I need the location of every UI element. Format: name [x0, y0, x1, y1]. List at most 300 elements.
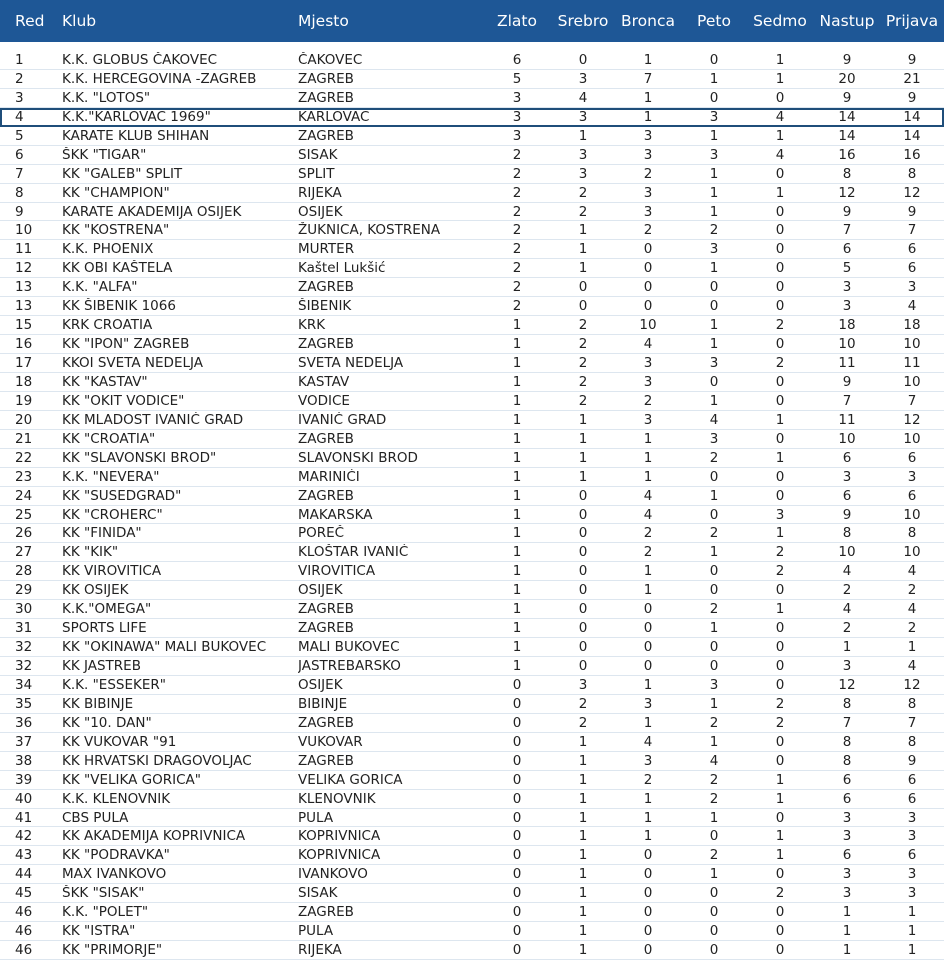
cell-mjesto: MARINIĆI [298, 468, 360, 485]
cell-srebro: 2 [578, 203, 588, 220]
results-table-body [0, 51, 944, 960]
cell-mjesto: ZAGREB [298, 752, 354, 769]
cell-sedmo: 1 [775, 52, 785, 68]
cell-bronca: 1 [643, 676, 653, 693]
table-row[interactable] [0, 562, 944, 581]
table-row[interactable] [0, 922, 944, 941]
cell-srebro: 1 [578, 771, 588, 788]
cell-peto: 3 [709, 108, 719, 125]
table-row[interactable] [0, 184, 944, 203]
cell-bronca: 0 [643, 241, 653, 258]
cell-mjesto: KLENOVNIK [298, 790, 376, 807]
cell-bronca: 2 [643, 525, 653, 542]
table-row-highlighted[interactable] [0, 108, 944, 127]
cell-zlato: 1 [512, 601, 522, 618]
cell-sedmo: 1 [775, 847, 785, 864]
table-row[interactable] [0, 600, 944, 619]
table-row[interactable] [0, 524, 944, 543]
table-row[interactable] [0, 884, 944, 903]
table-row[interactable] [0, 581, 944, 600]
cell-prijava: 1 [907, 942, 917, 959]
cell-zlato: 3 [512, 89, 522, 106]
table-row[interactable] [0, 543, 944, 562]
cell-peto: 1 [709, 695, 719, 712]
cell-srebro: 1 [578, 885, 588, 902]
table-row[interactable] [0, 392, 944, 411]
cell-srebro: 1 [578, 449, 588, 466]
cell-klub: KK "SLAVONSKI BROD" [62, 449, 217, 466]
cell-peto: 0 [709, 89, 719, 106]
cell-peto: 3 [709, 146, 719, 163]
cell-red: 20 [15, 411, 33, 428]
cell-prijava: 7 [907, 714, 917, 731]
cell-red: 39 [15, 771, 33, 788]
cell-mjesto: KOPRIVNICA [298, 828, 381, 845]
cell-klub: KARATE AKADEMIJA OSIJEK [62, 203, 242, 220]
cell-srebro: 3 [578, 146, 588, 163]
cell-peto: 0 [709, 828, 719, 845]
table-row[interactable] [0, 468, 944, 487]
cell-bronca: 0 [643, 279, 653, 296]
cell-peto: 1 [709, 336, 719, 353]
table-row[interactable] [0, 695, 944, 714]
cell-zlato: 2 [512, 241, 522, 258]
cell-mjesto: ZAGREB [298, 487, 354, 504]
cell-sedmo: 2 [775, 355, 785, 371]
cell-srebro: 3 [578, 165, 588, 182]
cell-zlato: 0 [512, 885, 522, 902]
table-row[interactable] [0, 506, 944, 525]
cell-prijava: 10 [903, 506, 921, 523]
cell-bronca: 2 [643, 222, 653, 239]
table-row[interactable] [0, 714, 944, 733]
cell-mjesto: ZAGREB [298, 336, 354, 353]
cell-mjesto: ZAGREB [298, 279, 354, 296]
cell-prijava: 6 [907, 487, 917, 504]
cell-mjesto: SVETA NEDELJA [298, 355, 404, 371]
table-row[interactable] [0, 297, 944, 316]
cell-red: 7 [15, 165, 24, 182]
cell-red: 9 [15, 203, 24, 220]
cell-prijava: 6 [907, 790, 917, 807]
cell-peto: 2 [709, 222, 719, 239]
cell-prijava: 14 [903, 127, 921, 144]
cell-nastup: 11 [838, 355, 856, 371]
cell-nastup: 3 [842, 828, 852, 845]
cell-zlato: 1 [512, 658, 522, 674]
table-row[interactable] [0, 903, 944, 922]
cell-nastup: 9 [842, 203, 852, 220]
cell-klub: ŠKK "TIGAR" [62, 146, 147, 163]
cell-srebro: 0 [578, 601, 588, 618]
cell-bronca: 0 [643, 298, 653, 315]
cell-srebro: 0 [578, 525, 588, 542]
cell-sedmo: 1 [775, 771, 785, 788]
table-row[interactable] [0, 790, 944, 809]
cell-nastup: 3 [842, 866, 852, 883]
cell-srebro: 1 [578, 847, 588, 864]
cell-zlato: 1 [512, 620, 522, 637]
cell-peto: 2 [709, 601, 719, 618]
cell-zlato: 1 [512, 525, 522, 542]
table-row[interactable] [0, 809, 944, 828]
cell-zlato: 0 [512, 733, 522, 750]
cell-klub: KK OSIJEK [62, 582, 129, 599]
cell-klub: CBS PULA [62, 809, 129, 826]
table-row[interactable] [0, 676, 944, 695]
cell-mjesto: MURTER [298, 241, 355, 258]
cell-mjesto: ZAGREB [298, 127, 354, 144]
cell-prijava: 6 [907, 771, 917, 788]
cell-zlato: 2 [512, 146, 522, 163]
cell-peto: 2 [709, 714, 719, 731]
cell-klub: KK "KOSTRENA" [62, 222, 170, 239]
header-red[interactable]: Red [15, 12, 45, 30]
cell-bronca: 0 [643, 866, 653, 883]
cell-srebro: 0 [578, 563, 588, 580]
table-row[interactable] [0, 619, 944, 638]
cell-red: 35 [15, 695, 33, 712]
cell-peto: 1 [709, 733, 719, 750]
cell-peto: 0 [709, 582, 719, 599]
cell-srebro: 0 [578, 620, 588, 637]
cell-zlato: 1 [512, 411, 522, 428]
cell-srebro: 1 [578, 790, 588, 807]
table-row[interactable] [0, 411, 944, 430]
cell-klub: K.K. GLOBUS ČAKOVEC [62, 52, 218, 68]
cell-klub: KK VIROVITICA [62, 563, 162, 580]
cell-zlato: 1 [512, 544, 522, 561]
table-row[interactable] [0, 335, 944, 354]
cell-red: 8 [15, 184, 24, 201]
cell-peto: 0 [709, 52, 719, 68]
cell-nastup: 4 [842, 601, 852, 618]
cell-nastup: 14 [838, 108, 856, 125]
cell-mjesto: PULA [298, 923, 334, 940]
table-row[interactable] [0, 354, 944, 373]
cell-peto: 1 [709, 392, 719, 409]
cell-red: 24 [15, 487, 33, 504]
cell-nastup: 3 [842, 279, 852, 296]
cell-zlato: 2 [512, 222, 522, 239]
cell-nastup: 7 [842, 714, 852, 731]
table-row[interactable] [0, 316, 944, 335]
cell-zlato: 1 [512, 355, 522, 371]
cell-nastup: 14 [838, 127, 856, 144]
cell-bronca: 1 [643, 449, 653, 466]
cell-klub: KK "PRIMORJE" [62, 942, 163, 959]
cell-srebro: 0 [578, 582, 588, 599]
cell-prijava: 8 [907, 165, 917, 182]
cell-nastup: 3 [842, 468, 852, 485]
cell-srebro: 2 [578, 373, 588, 390]
cell-peto: 2 [709, 790, 719, 807]
cell-mjesto: BIBINJE [298, 695, 348, 712]
cell-srebro: 2 [578, 336, 588, 353]
table-row[interactable] [0, 51, 944, 70]
cell-srebro: 0 [578, 506, 588, 523]
cell-zlato: 1 [512, 449, 522, 466]
cell-srebro: 0 [578, 658, 588, 674]
cell-prijava: 11 [903, 355, 921, 371]
cell-srebro: 1 [578, 828, 588, 845]
header-sedmo[interactable]: Sedmo [753, 12, 807, 30]
header-nastup[interactable]: Nastup [819, 12, 875, 30]
cell-bronca: 3 [643, 127, 653, 144]
cell-zlato: 0 [512, 790, 522, 807]
cell-sedmo: 0 [775, 430, 785, 447]
cell-bronca: 3 [643, 203, 653, 220]
header-prijava[interactable]: Prijava [885, 12, 939, 30]
cell-nastup: 7 [842, 222, 852, 239]
cell-srebro: 1 [578, 809, 588, 826]
cell-srebro: 0 [578, 279, 588, 296]
cell-peto: 2 [709, 771, 719, 788]
cell-mjesto: KOPRIVNICA [298, 847, 381, 864]
cell-red: 2 [15, 70, 24, 87]
table-row[interactable] [0, 259, 944, 278]
cell-zlato: 0 [512, 771, 522, 788]
cell-klub: KK "10. DAN" [62, 714, 152, 731]
cell-red: 42 [15, 828, 33, 845]
cell-mjesto: ZAGREB [298, 601, 354, 618]
cell-nastup: 6 [842, 449, 852, 466]
cell-mjesto: MAKARSKA [298, 506, 373, 523]
cell-zlato: 1 [512, 563, 522, 580]
cell-prijava: 1 [907, 904, 917, 921]
cell-nastup: 10 [838, 544, 856, 561]
cell-srebro: 2 [578, 695, 588, 712]
cell-klub: KK JASTREB [62, 658, 141, 674]
table-row[interactable] [0, 70, 944, 89]
table-row[interactable] [0, 221, 944, 240]
table-row[interactable] [0, 449, 944, 468]
cell-zlato: 2 [512, 260, 522, 277]
cell-sedmo: 0 [775, 241, 785, 258]
cell-red: 22 [15, 449, 33, 466]
cell-srebro: 1 [578, 127, 588, 144]
cell-sedmo: 0 [775, 620, 785, 637]
table-row[interactable] [0, 203, 944, 222]
cell-srebro: 3 [578, 676, 588, 693]
cell-peto: 2 [709, 525, 719, 542]
cell-bronca: 4 [643, 336, 653, 353]
cell-nastup: 3 [842, 885, 852, 902]
cell-nastup: 2 [842, 582, 852, 599]
header-klub[interactable]: Klub [62, 12, 97, 30]
cell-zlato: 0 [512, 714, 522, 731]
cell-nastup: 6 [842, 241, 852, 258]
cell-bronca: 1 [643, 468, 653, 485]
cell-bronca: 0 [643, 260, 653, 277]
cell-nastup: 6 [842, 847, 852, 864]
cell-red: 18 [15, 373, 33, 390]
cell-zlato: 0 [512, 942, 522, 959]
cell-prijava: 9 [907, 752, 917, 769]
cell-sedmo: 0 [775, 222, 785, 239]
cell-peto: 1 [709, 165, 719, 182]
cell-sedmo: 1 [775, 449, 785, 466]
cell-red: 37 [15, 733, 33, 750]
cell-zlato: 1 [512, 336, 522, 353]
cell-zlato: 5 [512, 70, 522, 87]
cell-nastup: 12 [838, 676, 856, 693]
cell-red: 32 [15, 658, 33, 674]
table-row[interactable] [0, 846, 944, 865]
cell-prijava: 6 [907, 449, 917, 466]
table-row[interactable] [0, 373, 944, 392]
cell-peto: 1 [709, 203, 719, 220]
cell-srebro: 1 [578, 923, 588, 940]
cell-sedmo: 1 [775, 828, 785, 845]
table-row[interactable] [0, 487, 944, 506]
table-row[interactable] [0, 771, 944, 790]
cell-red: 17 [15, 355, 33, 371]
cell-sedmo: 2 [775, 885, 785, 902]
cell-red: 46 [15, 904, 33, 921]
table-row[interactable] [0, 865, 944, 884]
cell-mjesto: KRK [298, 317, 326, 334]
table-row[interactable] [0, 941, 944, 960]
cell-klub: KK "IPON" ZAGREB [62, 336, 190, 353]
cell-prijava: 4 [907, 658, 917, 674]
cell-peto: 0 [709, 563, 719, 580]
table-row[interactable] [0, 240, 944, 259]
cell-mjesto: ZAGREB [298, 430, 354, 447]
cell-zlato: 1 [512, 639, 522, 656]
cell-nastup: 10 [838, 336, 856, 353]
header-mjesto[interactable]: Mjesto [298, 12, 349, 30]
table-row[interactable] [0, 827, 944, 846]
cell-zlato: 0 [512, 676, 522, 693]
cell-srebro: 1 [578, 904, 588, 921]
cell-red: 3 [15, 89, 24, 106]
cell-srebro: 2 [578, 184, 588, 201]
cell-klub: KK "OKIT VODICE" [62, 392, 185, 409]
cell-prijava: 1 [907, 639, 917, 656]
cell-klub: KK "GALEB" SPLIT [62, 165, 183, 182]
table-row[interactable] [0, 89, 944, 108]
cell-bronca: 1 [643, 809, 653, 826]
cell-prijava: 12 [903, 411, 921, 428]
cell-peto: 3 [709, 241, 719, 258]
table-row[interactable] [0, 127, 944, 146]
cell-peto: 3 [709, 430, 719, 447]
cell-zlato: 2 [512, 298, 522, 315]
cell-sedmo: 0 [775, 487, 785, 504]
cell-mjesto: ZAGREB [298, 620, 354, 637]
cell-srebro: 2 [578, 355, 588, 371]
cell-zlato: 0 [512, 866, 522, 883]
cell-peto: 1 [709, 127, 719, 144]
table-row[interactable] [0, 278, 944, 297]
cell-red: 41 [15, 809, 33, 826]
cell-red: 25 [15, 506, 33, 523]
cell-klub: KKOI SVETA NEDELJA [62, 355, 203, 371]
cell-klub: K.K. "ALFA" [62, 279, 138, 296]
header-zlato[interactable]: Zlato [497, 12, 537, 30]
cell-zlato: 1 [512, 468, 522, 485]
cell-zlato: 0 [512, 904, 522, 921]
header-srebro[interactable]: Srebro [557, 12, 609, 30]
cell-sedmo: 0 [775, 336, 785, 353]
cell-klub: KK HRVATSKI DRAGOVOLJAC [62, 752, 252, 769]
cell-bronca: 3 [643, 752, 653, 769]
header-peto[interactable]: Peto [697, 12, 731, 30]
table-row[interactable] [0, 165, 944, 184]
cell-mjesto: KARLOVAC [298, 108, 370, 125]
cell-srebro: 0 [578, 639, 588, 656]
cell-zlato: 0 [512, 847, 522, 864]
cell-srebro: 4 [578, 89, 588, 106]
table-row[interactable] [0, 752, 944, 771]
cell-sedmo: 1 [775, 525, 785, 542]
cell-prijava: 9 [907, 52, 917, 68]
cell-bronca: 3 [643, 355, 653, 371]
cell-mjesto: OSIJEK [298, 676, 343, 693]
cell-srebro: 1 [578, 468, 588, 485]
table-row[interactable] [0, 430, 944, 449]
cell-klub: K.K. "NEVERA" [62, 468, 160, 485]
cell-mjesto: Kaštel Lukšić [298, 260, 386, 277]
table-row[interactable] [0, 657, 944, 676]
cell-peto: 0 [709, 373, 719, 390]
cell-sedmo: 0 [775, 733, 785, 750]
cell-nastup: 18 [838, 317, 856, 334]
cell-red: 13 [15, 279, 33, 296]
cell-mjesto: ZAGREB [298, 89, 354, 106]
cell-zlato: 3 [512, 108, 522, 125]
table-row[interactable] [0, 733, 944, 752]
cell-red: 19 [15, 392, 33, 409]
cell-sedmo: 1 [775, 790, 785, 807]
cell-nastup: 3 [842, 809, 852, 826]
cell-zlato: 1 [512, 487, 522, 504]
cell-prijava: 21 [903, 70, 921, 87]
cell-bronca: 4 [643, 733, 653, 750]
cell-prijava: 12 [903, 676, 921, 693]
table-row[interactable] [0, 146, 944, 165]
cell-srebro: 1 [578, 942, 588, 959]
cell-red: 29 [15, 582, 33, 599]
cell-klub: KK "PODRAVKA" [62, 847, 170, 864]
cell-zlato: 1 [512, 392, 522, 409]
cell-nastup: 4 [842, 563, 852, 580]
cell-klub: KK "VELIKA GORICA" [62, 771, 201, 788]
cell-zlato: 0 [512, 923, 522, 940]
cell-zlato: 6 [512, 52, 522, 68]
cell-peto: 2 [709, 449, 719, 466]
cell-sedmo: 2 [775, 563, 785, 580]
cell-bronca: 1 [643, 108, 653, 125]
cell-klub: KK MLADOST IVANIĆ GRAD [62, 411, 244, 428]
cell-nastup: 1 [842, 942, 852, 959]
cell-klub: KK "SUSEDGRAD" [62, 487, 182, 504]
cell-nastup: 12 [838, 184, 856, 201]
cell-klub: K.K."KARLOVAC 1969" [62, 108, 211, 125]
cell-bronca: 1 [643, 582, 653, 599]
table-row[interactable] [0, 638, 944, 657]
cell-mjesto: IVANIĆ GRAD [298, 411, 387, 428]
cell-nastup: 10 [838, 430, 856, 447]
cell-peto: 0 [709, 658, 719, 674]
cell-nastup: 9 [842, 89, 852, 106]
cell-sedmo: 0 [775, 639, 785, 656]
header-bronca[interactable]: Bronca [621, 12, 675, 30]
cell-nastup: 7 [842, 392, 852, 409]
cell-red: 5 [15, 127, 24, 144]
cell-srebro: 1 [578, 222, 588, 239]
